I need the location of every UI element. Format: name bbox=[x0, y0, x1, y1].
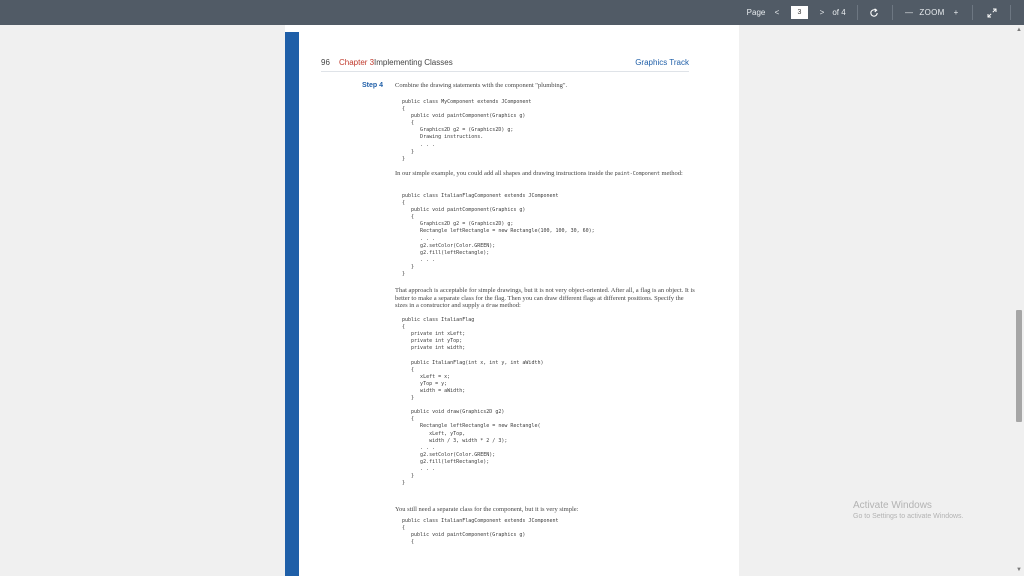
paragraph-text: That approach is acceptable for simple drawings, but it is not very object-oriented. After all, a flag is an object. It is better to make a separate class for the flag. Then you can draw different flags at different positions. Specify the sizes in a constructor and supply a bbox=[395, 287, 695, 309]
paragraph-object-oriented bbox=[395, 287, 695, 311]
chapter-label: Chapter 3 bbox=[339, 58, 375, 67]
inline-code: draw bbox=[485, 303, 498, 309]
chevron-right-icon: > bbox=[819, 8, 825, 17]
chevron-left-icon: < bbox=[774, 8, 780, 17]
toolbar-divider bbox=[972, 5, 973, 20]
chapter-title: Implementing Classes bbox=[374, 58, 453, 67]
rotate-icon bbox=[869, 8, 879, 18]
paragraph-simple-example bbox=[395, 170, 695, 179]
track-label: Graphics Track bbox=[635, 58, 689, 67]
step-text: Combine the drawing statements with the component "plumbing". bbox=[395, 82, 568, 89]
paragraph-text: method: bbox=[497, 302, 521, 309]
scroll-down-icon[interactable]: ▼ bbox=[1016, 567, 1022, 573]
toolbar-divider bbox=[892, 5, 893, 20]
activate-windows-watermark bbox=[853, 500, 964, 520]
code-block-component-partial: public class ItalianFlagComponent extends JComponent { public void paintComponent(Graphics g) { bbox=[402, 518, 559, 546]
zoom-out-button[interactable] bbox=[902, 0, 916, 25]
document-page bbox=[285, 25, 739, 576]
inline-code: paint-Component bbox=[614, 171, 660, 177]
watermark-title: Activate Windows bbox=[853, 500, 932, 511]
fullscreen-button[interactable] bbox=[983, 0, 1001, 25]
zoom-in-button[interactable] bbox=[948, 0, 964, 25]
page-number: 96 bbox=[321, 58, 330, 67]
zoom-in-icon: + bbox=[953, 8, 959, 17]
header-divider bbox=[321, 71, 689, 72]
paragraph-separate-class: You still need a separate class for the component, but it is very simple: bbox=[395, 506, 579, 513]
paragraph-text: method: bbox=[659, 170, 683, 177]
scroll-up-icon[interactable]: ▲ bbox=[1016, 27, 1022, 33]
code-block-mycomponent: public class MyComponent extends JComponent { public void paintComponent(Graphics g) { Graphics2D g2 = (Graphics2D) g; Drawing instructions. . . . } } bbox=[402, 99, 532, 162]
page-accent-bar bbox=[285, 32, 299, 576]
paragraph-text: In our simple example, you could add all shapes and drawing instructions inside the bbox=[395, 170, 615, 177]
scrollbar-thumb[interactable] bbox=[1016, 310, 1022, 422]
previous-page-button[interactable] bbox=[770, 0, 784, 25]
next-page-button[interactable] bbox=[815, 0, 829, 25]
toolbar-divider bbox=[857, 5, 858, 20]
page-label: Page bbox=[746, 8, 766, 17]
toolbar-divider bbox=[1010, 5, 1011, 20]
page-number-input[interactable] bbox=[791, 6, 808, 19]
watermark-subtitle: Go to Settings to activate Windows. bbox=[853, 513, 964, 520]
zoom-out-icon: — bbox=[905, 8, 913, 17]
rotate-button[interactable] bbox=[866, 0, 882, 25]
code-block-italianflagcomponent: public class ItalianFlagComponent extends JComponent { public void paintComponent(Graphics g) { Graphics2D g2 = (Graphics2D) g; Rectangle leftRectangle = new Rectangle(100, 100, 30, 60); . . . g2.setColor(Color.GREEN); g2.fill(leftRectangle); . . . } } bbox=[402, 193, 595, 278]
fullscreen-icon bbox=[987, 8, 997, 18]
pdf-toolbar bbox=[0, 0, 1024, 25]
zoom-label: ZOOM bbox=[919, 8, 945, 17]
page-header bbox=[321, 58, 689, 70]
code-block-italianflag: public class ItalianFlag { private int xLeft; private int yTop; private int width; public ItalianFlag(int x, int y, int aWidth) { xLeft = x; yTop = y; width = aWidth; } public void draw(Graphics2D g2) { Rectangle leftRectangle = new Rectangle( xLeft, yTop, width / 3, width * 2 / 3); . . . g2.setColor(Color.GREEN); g2.fill(leftRectangle); . . . } } bbox=[402, 317, 544, 487]
step-label: Step 4 bbox=[362, 82, 384, 89]
page-count-label: of 4 bbox=[832, 8, 846, 17]
vertical-scrollbar[interactable] bbox=[1014, 25, 1024, 576]
